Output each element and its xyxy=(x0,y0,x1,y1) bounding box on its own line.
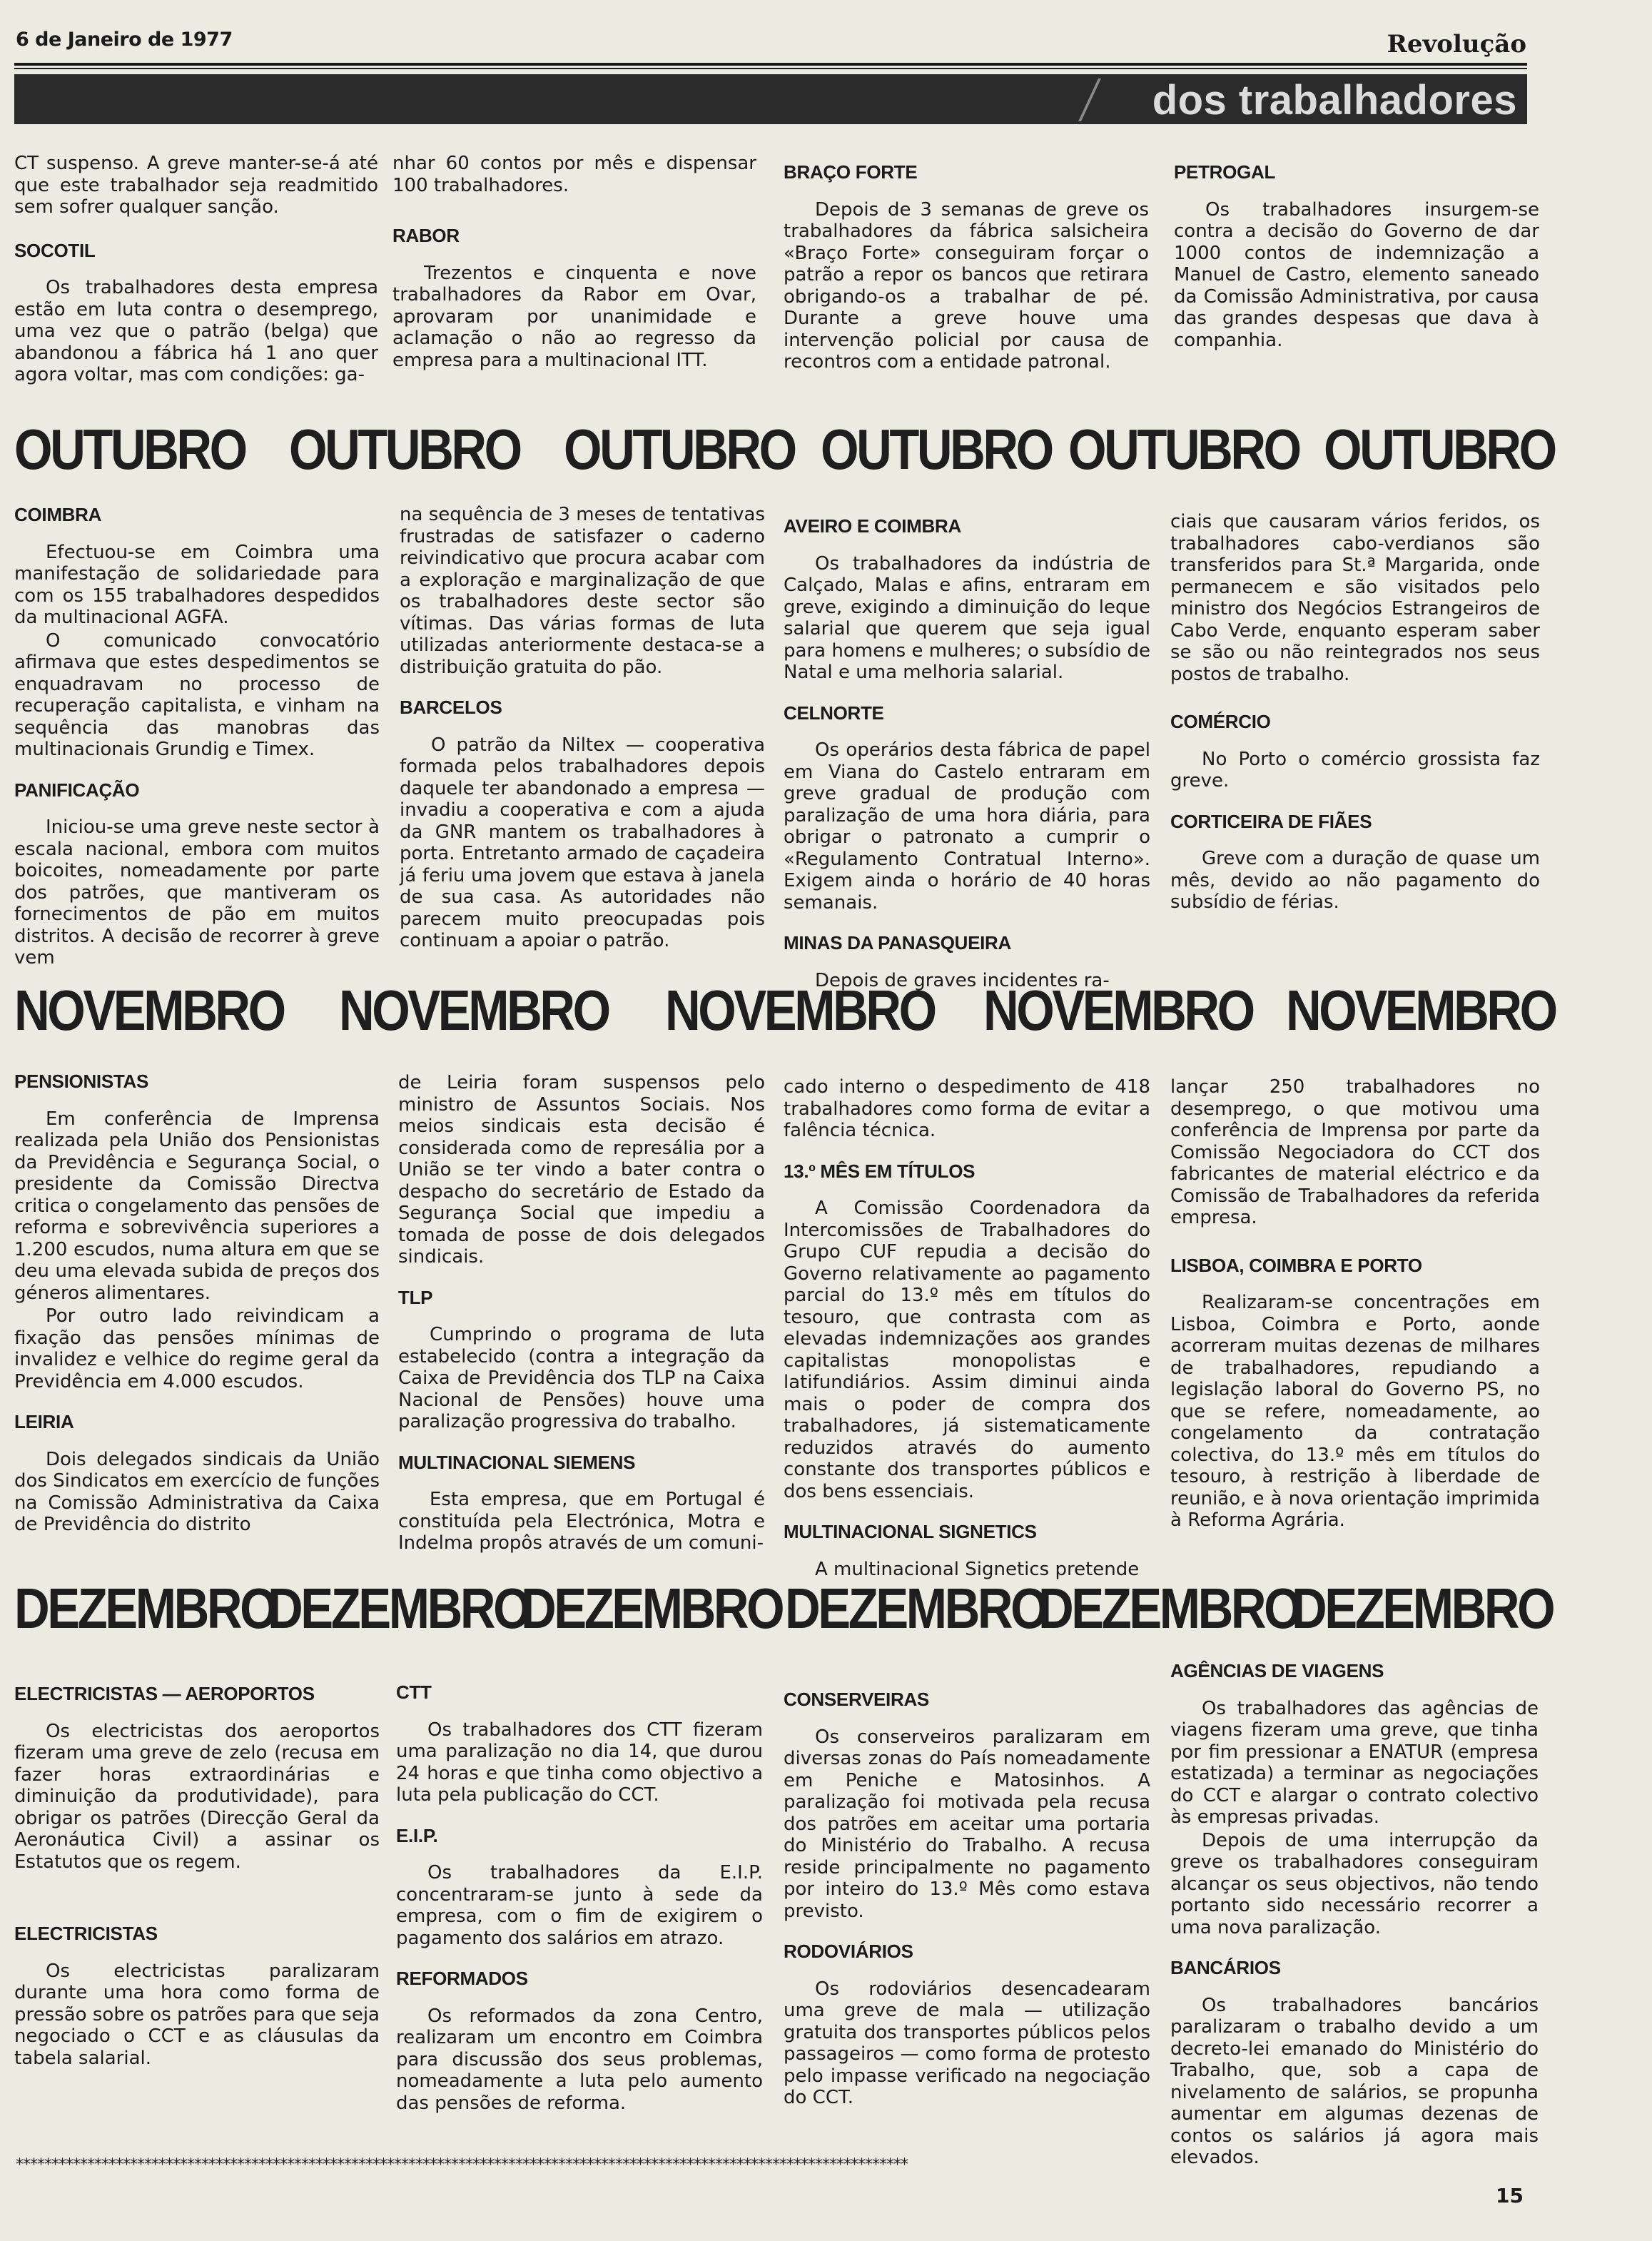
october-column-3 xyxy=(784,515,1150,993)
article-text: O patrão da Niltex — cooperativa formada pelos trabalhadores depois daquele ter abandonado a empresa — invadiu a cooperativa e com a ajuda da GNR mantem os trabalhadores à porta. Entretanto armado de caçadeira já feriu uma jovem que estava à janela de sua casa. As autoridades não parecem muito preocupadas pois continuam a apoiar o patrão. xyxy=(400,734,765,951)
october-column-4 xyxy=(1170,511,1540,915)
article-text: Iniciou-se uma greve neste sector à escala nacional, embora com muitos boicoites, nomeadamente por parte dos patrões, que mantiveram os fornecimentos de pão em muitos distritos. A decisão de recorrer à greve vem xyxy=(14,816,380,968)
month-word: OUTUBRO xyxy=(564,418,795,481)
header-rule-thin xyxy=(14,68,1527,69)
month-banner-dezembro xyxy=(14,1576,1554,1640)
article-heading: COIMBRA xyxy=(14,504,102,525)
article-text: Os trabalhadores da indústria de Calçado, Malas e afins, entraram em greve, exigindo a diminuição do leque salarial que querem que seja igual para homens e mulheres; o subsídio de Natal e uma melhoria salarial. xyxy=(784,552,1150,683)
month-word: DEZEMBRO xyxy=(14,1577,276,1640)
article-heading: ELECTRICISTAS — AEROPORTOS xyxy=(14,1683,315,1704)
article-text: Depois de 3 semanas de greve os trabalhadores da fábrica salsicheira «Braço Forte» conseguiram forçar o patrão a repor os bancos que retirara obrigando-os a trabalhar de pé. Durante a greve houve uma intervenção policial por causa de recontros com a entidade patronal. xyxy=(784,198,1149,373)
december-column-3 xyxy=(784,1689,1150,2110)
article-text: Realizaram-se concentrações em Lisboa, Coimbra e Porto, aonde acorreram muitas dezenas de milhares de trabalhadores, repudiando a legislação laboral do Governo PS, no que se refere, nomeadamente, ao congelamento da contratação colectiva, do 13.º mês em títulos do tesouro, à restrição à liberdade de reunião, e à nova orientação imprimida à Reforma Agrária. xyxy=(1170,1292,1540,1531)
decorative-star-rule: ***************************************************************************************************************************** xyxy=(16,2157,908,2174)
month-word: DEZEMBRO xyxy=(1038,1577,1300,1640)
article-text: Depois de uma interrupção da greve os trabalhadores conseguiram alcançar os seus objectivos, não tendo portanto sido necessário recorrer a uma nova paralização. xyxy=(1170,1829,1539,1938)
article-heading: MINAS DA PANASQUEIRA xyxy=(784,932,1012,953)
article-text: Os trabalhadores da E.I.P. concentraram-se junto à sede da empresa, com o fim de exigirem o pagamento dos salários em atrazo. xyxy=(396,1862,763,1949)
month-word: OUTUBRO xyxy=(289,418,520,481)
article-text: ciais que causaram vários feridos, os trabalhadores cabo-verdianos são transferidos para St.ª Margarida, onde permanecem e são visitados pelo ministro dos Negócios Estrangeiros de Cabo Verde, enquanto esperam saber se são ou não reintegrados nos seus postos de trabalho. xyxy=(1170,511,1540,685)
article-heading: CONSERVEIRAS xyxy=(784,1689,929,1710)
month-word: NOVEMBRO xyxy=(665,978,935,1042)
month-word: OUTUBRO xyxy=(14,418,245,481)
december-column-1 xyxy=(14,1683,380,2070)
article-heading: REFORMADOS xyxy=(396,1968,528,1989)
header-rule xyxy=(14,63,1527,66)
month-word: DEZEMBRO xyxy=(1292,1577,1554,1640)
article-text: A Comissão Coordenadora da Intercomissões de Trabalhadores do Grupo CUF repudia a decisão do Governo relativamente ao pagamento parcial do 13.º mês em títulos do tesouro, que contrasta com as elevadas indemnizações aos grandes capitalistas monopolistas e latifundiários. Assim diminui ainda mais o poder de compra dos trabalhadores, já sistematicamente reduzidos através do aumento constante dos transportes públicos e dos bens essenciais. xyxy=(784,1198,1150,1502)
article-heading: CORTICEIRA DE FIÃES xyxy=(1170,810,1372,832)
article-heading: AGÊNCIAS DE VIAGENS xyxy=(1170,1660,1384,1681)
article-text: lançar 250 trabalhadores no desemprego, o que motivou uma conferência de Imprensa por parte da Comissão Negociadora do CCT dos fabricantes de material eléctrico e da Comissão de Trabalhadores da referida empresa. xyxy=(1170,1076,1540,1228)
article-text: Os trabalhadores insurgem-se contra a decisão do Governo de dar 1000 contos de indemnização a Manuel de Castro, elemento saneado da Comissão Administrativa, por causa das grandes despesas que dava à companhia. xyxy=(1174,198,1539,351)
article-heading: PENSIONISTAS xyxy=(14,1071,149,1092)
article-text: Por outro lado reivindicam a fixação das pensões mínimas de invalidez e velhice do regime geral da Previdência em 4.000 escudos. xyxy=(14,1305,380,1392)
article-text: A multinacional Signetics pretende xyxy=(815,1558,1140,1580)
article-heading: 13.º MÊS EM TÍTULOS xyxy=(784,1160,976,1182)
article-text: Greve com a duração de quase um mês, devido ao não pagamento do subsídio de férias. xyxy=(1170,848,1540,913)
month-word: DEZEMBRO xyxy=(521,1577,783,1640)
month-banner-outubro xyxy=(14,417,1555,481)
top-column-3 xyxy=(784,161,1149,375)
october-column-2 xyxy=(400,504,765,953)
article-heading: LEIRIA xyxy=(14,1411,74,1432)
article-heading: PANIFICAÇÃO xyxy=(14,779,140,801)
article-heading: RODOVIÁRIOS xyxy=(784,1941,913,1962)
article-heading: RABOR xyxy=(392,225,460,246)
article-heading: COMÉRCIO xyxy=(1170,711,1271,732)
month-banner-novembro xyxy=(14,978,1556,1042)
month-word: OUTUBRO xyxy=(1324,418,1555,481)
article-text: Em conferência de Imprensa realizada pela União dos Pensionistas da Previdência e Segurança Social, o presidente da Comissão Directva critica o congelamento das pensões de reforma e sobrevivência superiores a 1.200 escudos, numa altura em que se deu uma elevada subida de preços dos géneros alimentares. xyxy=(14,1108,380,1304)
article-heading: LISBOA, COIMBRA E PORTO xyxy=(1170,1254,1422,1276)
article-text: Esta empresa, que em Portugal é constituída pela Electrónica, Motra e Indelma propôs através de um comuni- xyxy=(398,1489,765,1554)
top-column-2 xyxy=(392,153,756,373)
month-word: OUTUBRO xyxy=(1068,418,1299,481)
article-heading: MULTINACIONAL SIEMENS xyxy=(398,1451,636,1473)
article-text: O comunicado convocatório afirmava que estes despedimentos se enquadravam no processo de recuperação capitalista, e vinham na sequência das manobras das multinacionais Grundig e Timex. xyxy=(14,629,380,760)
article-heading: SOCOTIL xyxy=(14,239,96,261)
article-heading: BRAÇO FORTE xyxy=(784,161,918,183)
article-text: Os reformados da zona Centro, realizaram um encontro em Coimbra para discussão dos seus problemas, nomeadamente a luta pelo aumento das pensões de reforma. xyxy=(396,2005,763,2114)
article-text: de Leiria foram suspensos pelo ministro de Assuntos Sociais. Nos meios sindicais esta decisão é considerada como de represália por a União se ter vindo a bater contra o despacho do secretário de Estado da Segurança Social que impediu a tomada de posse de dois delegados sindicais. xyxy=(398,1072,765,1268)
december-column-2 xyxy=(396,1681,763,2115)
november-column-2 xyxy=(398,1072,765,1556)
month-word: NOVEMBRO xyxy=(983,978,1253,1042)
article-text: Efectuou-se em Coimbra uma manifestação de solidariedade para com os 155 trabalhadores despedidos da multinacional AGFA. xyxy=(14,541,380,628)
article-text: Os rodoviários desencadearam uma greve de mala — utilização gratuita dos transportes públicos pelos passageiros — como forma de protesto pelo impasse verificado na negociação do CCT. xyxy=(784,1978,1150,2108)
article-text: Trezentos e cinquenta e nove trabalhadores da Rabor em Ovar, aprovaram por unanimidade e aclamação o não ao regresso da empresa para a multinacional ITT. xyxy=(392,262,756,371)
article-text: Os trabalhadores das agências de viagens fizeram uma greve, que tinha por fim pressionar a ENATUR (empresa estatizada) a terminar as negociações do CCT e alargar o contrato colectivo às empresas privadas. xyxy=(1170,1697,1539,1828)
article-heading: MULTINACIONAL SIGNETICS xyxy=(784,1521,1037,1542)
article-text: nhar 60 contos por mês e dispensar 100 trabalhadores. xyxy=(392,153,756,196)
article-heading: BANCÁRIOS xyxy=(1170,1957,1281,1978)
month-word: NOVEMBRO xyxy=(14,978,284,1042)
top-column-1 xyxy=(14,153,378,388)
newspaper-title: Revolução xyxy=(1387,30,1526,59)
article-text: Os trabalhadores dos CTT fizeram uma paralização no dia 14, que durou 24 horas e que tinha como objectivo a luta pela publicação do CCT. xyxy=(396,1719,763,1806)
section-banner xyxy=(14,74,1527,124)
december-column-4 xyxy=(1170,1660,1539,2170)
article-text: cado interno o despedimento de 418 trabalhadores como forma de evitar a falência técnica. xyxy=(784,1076,1150,1141)
article-heading: CTT xyxy=(396,1681,432,1703)
november-column-3 xyxy=(784,1076,1150,1582)
article-heading: PETROGAL xyxy=(1174,161,1276,183)
section-title: dos trabalhadores xyxy=(1152,77,1517,123)
november-column-4 xyxy=(1170,1076,1540,1533)
article-text: Depois de graves incidentes ra- xyxy=(815,969,1110,991)
article-text: Os electricistas paralizaram durante uma hora como forma de pressão sobre os patrões para que seja negociado o CCT e as cláusulas da tabela salarial. xyxy=(14,1960,380,2069)
article-text: Os trabalhadores desta empresa estão em luta contra o desemprego, uma vez que o patrão (belga) que abandonou a fábrica há 1 ano quer agora voltar, mas com condições: ga- xyxy=(14,277,378,385)
article-text: Os trabalhadores bancários paralizaram o trabalho devido a um decreto-lei emanado do Ministério do Trabalho, que, sob a capa de nivelamento de salários, se propunha aumentar em algumas dezenas de contos os salários já agora mais elevados. xyxy=(1170,1994,1539,2168)
article-heading: BARCELOS xyxy=(400,697,502,718)
month-word: DEZEMBRO xyxy=(268,1577,529,1640)
article-heading: TLP xyxy=(398,1286,433,1308)
article-text: Os operários desta fábrica de papel em Viana do Castelo entraram em greve gradual de produção com paralização de uma hora diária, para obrigar o patronato a cumprir o «Regulamento Contratual Interno». Exigem ainda o horário de 40 horas semanais. xyxy=(784,739,1150,914)
banner-divider xyxy=(1078,79,1101,121)
article-text: No Porto o comércio grossista faz greve. xyxy=(1170,748,1540,791)
article-text: Os electricistas dos aeroportos fizeram uma greve de zelo (recusa em fazer horas extraordinárias e diminuição da produtividade), para obrigar os patrões (Direcção Geral da Aeronáutica Civil) a assinar os Estatutos que os regem. xyxy=(14,1720,380,1873)
article-text: Os conserveiros paralizaram em diversas zonas do País nomeadamente em Peniche e Matosinhos. A paralização foi motivada pela recusa dos patrões em aceitar uma portaria do Ministério do Trabalho. A recusa reside principalmente no pagamento por inteiro do 13.º Mês como estava previsto. xyxy=(784,1726,1150,1922)
month-word: NOVEMBRO xyxy=(1286,978,1556,1042)
issue-date: 6 de Janeiro de 1977 xyxy=(16,29,233,51)
article-text: CT suspenso. A greve manter-se-á até que este trabalhador seja readmitido sem sofrer qualquer sanção. xyxy=(14,153,378,218)
article-text: Cumprindo o programa de luta estabelecido (contra a integração da Caixa de Previdência dos TLP na Caixa Nacional de Pensões) houve uma paralização progressiva do trabalho. xyxy=(398,1324,765,1432)
article-text: Dois delegados sindicais da União dos Sindicatos em exercício de funções na Comissão Administrativa da Caixa de Previdência do distrito xyxy=(14,1448,380,1535)
article-heading: AVEIRO E COIMBRA xyxy=(784,515,961,537)
november-column-1 xyxy=(14,1071,380,1537)
month-word: DEZEMBRO xyxy=(785,1577,1047,1640)
october-column-1 xyxy=(14,504,380,971)
article-heading: ELECTRICISTAS xyxy=(14,1923,158,1944)
page-number: 15 xyxy=(1496,2184,1524,2207)
article-heading: CELNORTE xyxy=(784,702,884,724)
month-word: OUTUBRO xyxy=(821,418,1052,481)
article-text: na sequência de 3 meses de tentativas frustradas de satisfazer o caderno reivindicativo que procura acabar com a exploração e marginalização de que os trabalhadores deste sector são vítimas. Das várias formas de luta utilizadas anteriormente destaca-se a distribuição gratuita do pão. xyxy=(400,504,765,678)
top-column-4 xyxy=(1174,161,1539,353)
month-word: NOVEMBRO xyxy=(339,978,609,1042)
article-heading: E.I.P. xyxy=(396,1824,438,1846)
